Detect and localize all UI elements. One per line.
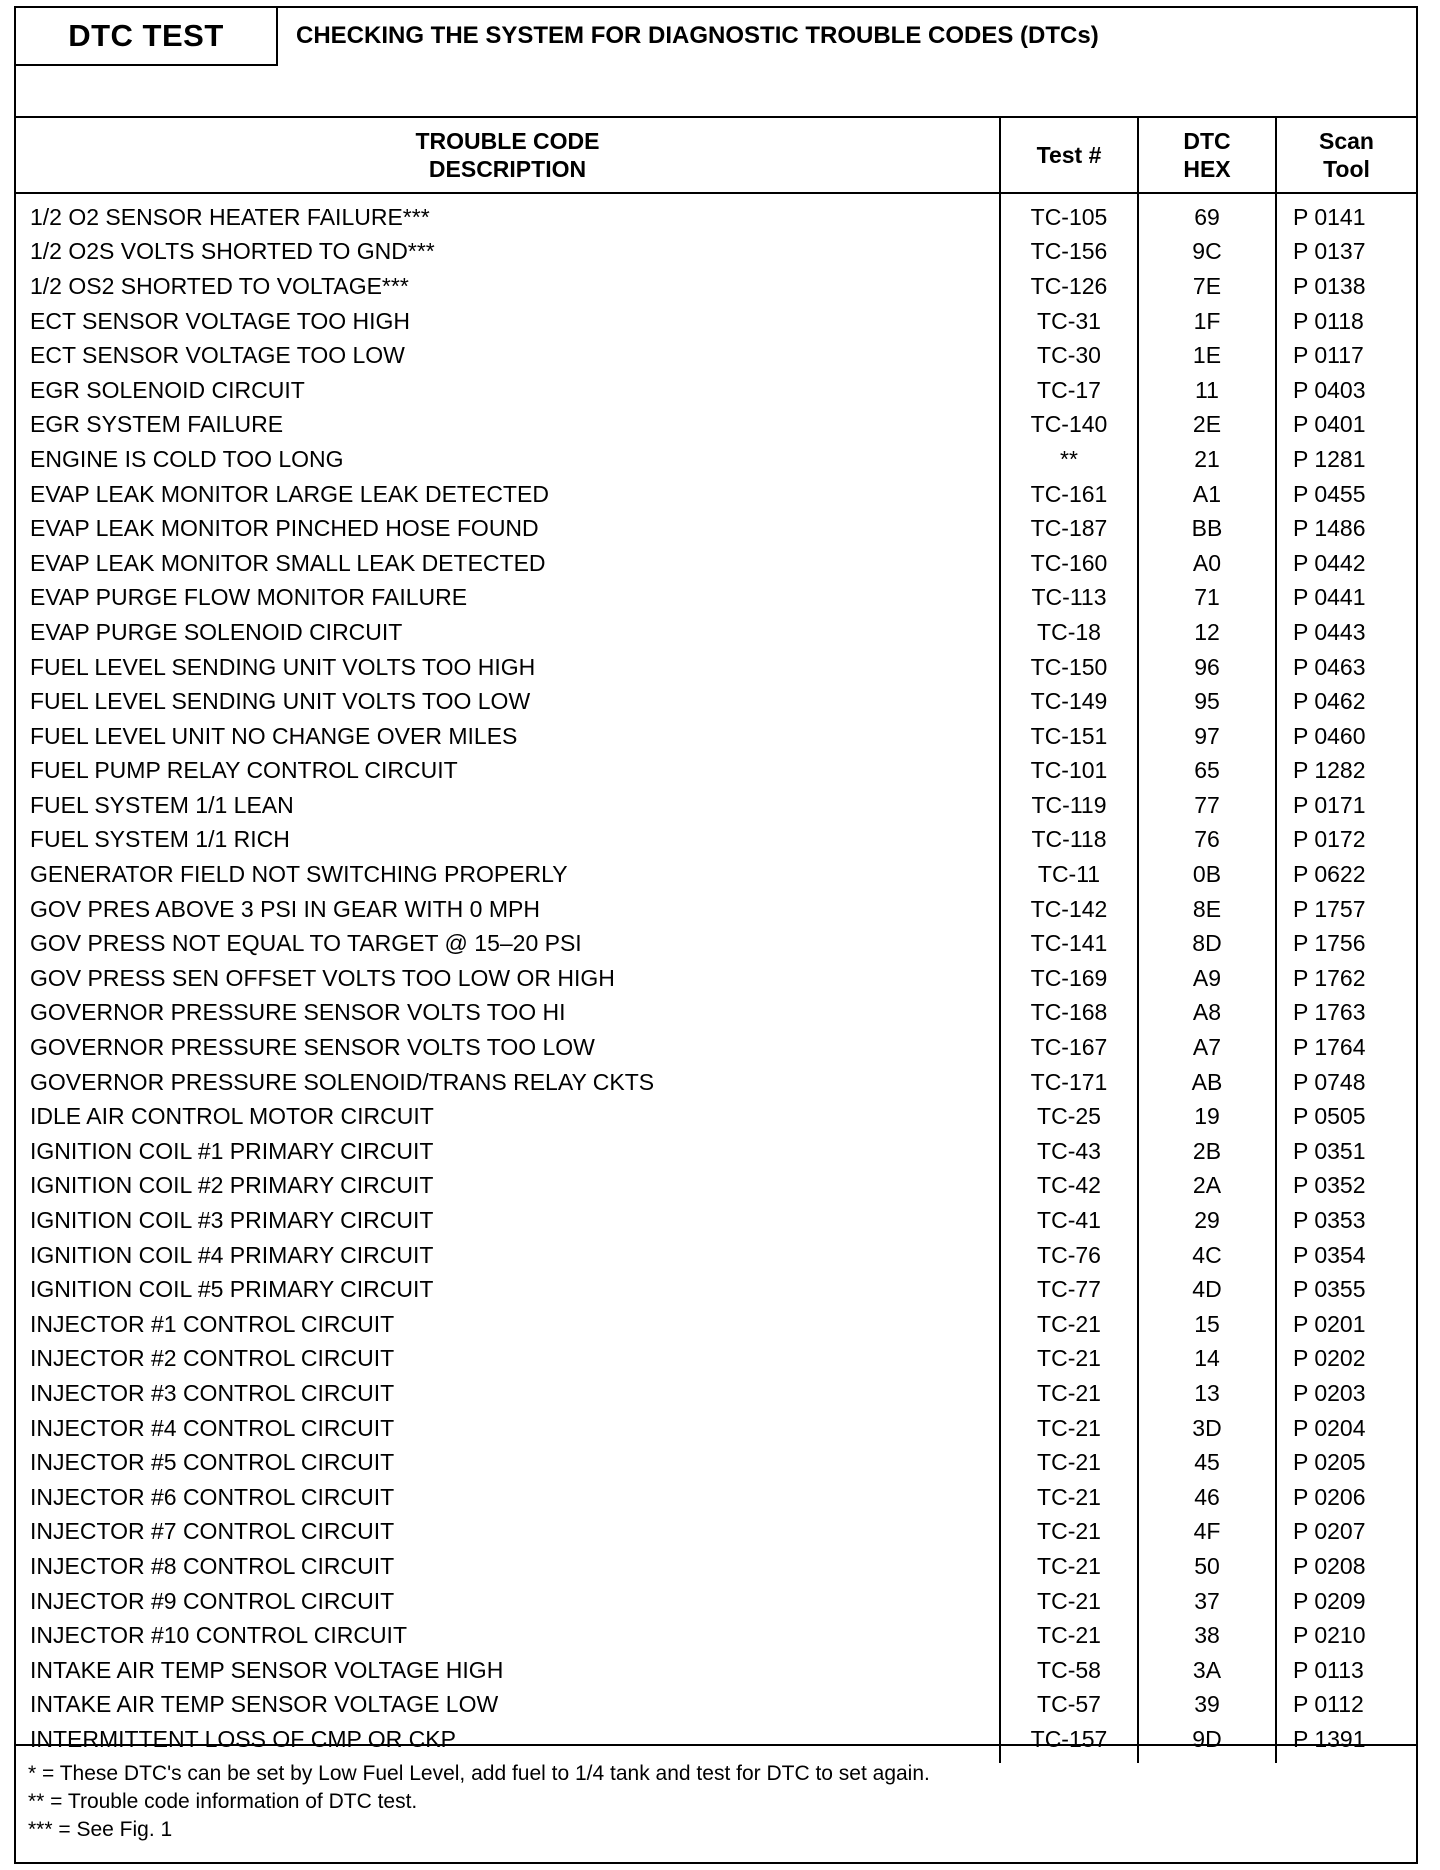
trouble-code-description: EVAP LEAK MONITOR SMALL LEAK DETECTED xyxy=(30,549,546,576)
table-row xyxy=(16,304,1416,339)
table-row xyxy=(16,1549,1416,1584)
dtc-hex: 29 xyxy=(1138,1203,1276,1238)
dtc-hex: 96 xyxy=(1138,650,1276,685)
scan-tool-code: P 1762 xyxy=(1276,961,1416,996)
dtc-hex: 7E xyxy=(1138,269,1276,304)
trouble-code-description: GOV PRESS SEN OFFSET VOLTS TOO LOW OR HIGH xyxy=(30,964,615,991)
dtc-hex: 4D xyxy=(1138,1272,1276,1307)
test-number: TC-169 xyxy=(1000,961,1138,996)
table-row xyxy=(16,788,1416,823)
table-row xyxy=(16,754,1416,789)
scan-tool-code: P 0354 xyxy=(1276,1238,1416,1273)
test-number: TC-25 xyxy=(1000,1099,1138,1134)
scan-tool-code: P 0455 xyxy=(1276,477,1416,512)
table-row xyxy=(16,338,1416,373)
trouble-code-description: GOVERNOR PRESSURE SOLENOID/TRANS RELAY CKTS xyxy=(30,1068,655,1095)
trouble-code-description: ECT SENSOR VOLTAGE TOO LOW xyxy=(30,342,405,369)
test-number: TC-21 xyxy=(1000,1376,1138,1411)
dtc-hex: 50 xyxy=(1138,1549,1276,1584)
scan-tool-code: P 0207 xyxy=(1276,1515,1416,1550)
scan-tool-code: P 0443 xyxy=(1276,615,1416,650)
test-number: TC-160 xyxy=(1000,546,1138,581)
dtc-hex: 46 xyxy=(1138,1480,1276,1515)
table-row xyxy=(16,373,1416,408)
dtc-hex: 37 xyxy=(1138,1584,1276,1619)
scan-tool-code: P 1763 xyxy=(1276,996,1416,1031)
dtc-hex: 76 xyxy=(1138,823,1276,858)
test-number: TC-126 xyxy=(1000,269,1138,304)
test-number: TC-113 xyxy=(1000,581,1138,616)
scan-tool-code: P 0201 xyxy=(1276,1307,1416,1342)
scan-tool-code: P 0171 xyxy=(1276,788,1416,823)
scan-tool-code: P 1756 xyxy=(1276,926,1416,961)
scan-tool-code: P 0172 xyxy=(1276,823,1416,858)
test-number: TC-57 xyxy=(1000,1688,1138,1723)
table-row xyxy=(16,1238,1416,1273)
test-number: TC-77 xyxy=(1000,1272,1138,1307)
dtc-hex: 39 xyxy=(1138,1688,1276,1723)
test-number: TC-31 xyxy=(1000,304,1138,339)
test-number: TC-11 xyxy=(1000,857,1138,892)
scan-tool-code: P 0209 xyxy=(1276,1584,1416,1619)
table-row xyxy=(16,1099,1416,1134)
trouble-code-description: IDLE AIR CONTROL MOTOR CIRCUIT xyxy=(30,1103,434,1130)
dtc-hex: 13 xyxy=(1138,1376,1276,1411)
trouble-code-description: GENERATOR FIELD NOT SWITCHING PROPERLY xyxy=(30,861,568,888)
sheet-header xyxy=(16,8,1416,118)
table-row xyxy=(16,1307,1416,1342)
test-number: TC-21 xyxy=(1000,1307,1138,1342)
trouble-code-description: FUEL LEVEL SENDING UNIT VOLTS TOO LOW xyxy=(30,688,531,715)
trouble-code-description: IGNITION COIL #3 PRIMARY CIRCUIT xyxy=(30,1207,434,1234)
dtc-hex: 12 xyxy=(1138,615,1276,650)
scan-tool-code: P 0351 xyxy=(1276,1134,1416,1169)
trouble-code-description: IGNITION COIL #2 PRIMARY CIRCUIT xyxy=(30,1172,434,1199)
scan-tool-code: P 0113 xyxy=(1276,1653,1416,1688)
scan-tool-code: P 1391 xyxy=(1276,1722,1416,1763)
test-number: TC-21 xyxy=(1000,1618,1138,1653)
footnotes xyxy=(16,1744,1416,1862)
table-row xyxy=(16,511,1416,546)
trouble-code-description: INJECTOR #3 CONTROL CIRCUIT xyxy=(30,1379,395,1406)
trouble-code-description: INTERMITTENT LOSS OF CMP OR CKP xyxy=(30,1725,456,1752)
dtc-hex: 95 xyxy=(1138,684,1276,719)
table-row xyxy=(16,1272,1416,1307)
trouble-code-description: ECT SENSOR VOLTAGE TOO HIGH xyxy=(30,307,411,334)
scan-tool-code: P 0463 xyxy=(1276,650,1416,685)
dtc-hex: 45 xyxy=(1138,1445,1276,1480)
scan-tool-code: P 0442 xyxy=(1276,546,1416,581)
test-number: TC-21 xyxy=(1000,1342,1138,1377)
table-row xyxy=(16,892,1416,927)
trouble-code-description: GOV PRESS NOT EQUAL TO TARGET @ 15–20 PSI xyxy=(30,930,582,957)
table-row xyxy=(16,1618,1416,1653)
test-number: TC-21 xyxy=(1000,1584,1138,1619)
trouble-code-description: INJECTOR #7 CONTROL CIRCUIT xyxy=(30,1518,395,1545)
dtc-hex: 15 xyxy=(1138,1307,1276,1342)
test-number: TC-119 xyxy=(1000,788,1138,823)
dtc-hex: 65 xyxy=(1138,754,1276,789)
dtc-hex: 3A xyxy=(1138,1653,1276,1688)
test-number: TC-156 xyxy=(1000,235,1138,270)
scan-tool-code: P 0352 xyxy=(1276,1169,1416,1204)
trouble-code-description: FUEL LEVEL SENDING UNIT VOLTS TOO HIGH xyxy=(30,653,536,680)
scan-tool-code: P 0137 xyxy=(1276,235,1416,270)
scan-tool-code: P 0112 xyxy=(1276,1688,1416,1723)
scan-tool-code: P 0206 xyxy=(1276,1480,1416,1515)
table-row xyxy=(16,1342,1416,1377)
scan-tool-code: P 0205 xyxy=(1276,1445,1416,1480)
trouble-code-description: 1/2 O2S VOLTS SHORTED TO GND*** xyxy=(30,238,435,265)
dtc-test-badge: DTC TEST xyxy=(16,8,278,66)
table-row xyxy=(16,1480,1416,1515)
table-row xyxy=(16,857,1416,892)
test-number: TC-157 xyxy=(1000,1722,1138,1763)
test-number: TC-118 xyxy=(1000,823,1138,858)
table-row xyxy=(16,1445,1416,1480)
test-number: TC-58 xyxy=(1000,1653,1138,1688)
scan-tool-code: P 0204 xyxy=(1276,1411,1416,1446)
table-row xyxy=(16,1584,1416,1619)
trouble-code-description: IGNITION COIL #5 PRIMARY CIRCUIT xyxy=(30,1276,434,1303)
test-number: TC-151 xyxy=(1000,719,1138,754)
trouble-code-description: GOVERNOR PRESSURE SENSOR VOLTS TOO HI xyxy=(30,999,566,1026)
scan-tool-code: P 0118 xyxy=(1276,304,1416,339)
trouble-code-description: ENGINE IS COLD TOO LONG xyxy=(30,445,344,472)
test-number: TC-18 xyxy=(1000,615,1138,650)
table-row xyxy=(16,581,1416,616)
trouble-code-description: FUEL LEVEL UNIT NO CHANGE OVER MILES xyxy=(30,722,518,749)
trouble-code-description: INTAKE AIR TEMP SENSOR VOLTAGE LOW xyxy=(30,1691,499,1718)
table-row xyxy=(16,719,1416,754)
trouble-code-description: INJECTOR #8 CONTROL CIRCUIT xyxy=(30,1552,395,1579)
scan-tool-code: P 0460 xyxy=(1276,719,1416,754)
table-row xyxy=(16,442,1416,477)
table-row xyxy=(16,1376,1416,1411)
test-number: TC-21 xyxy=(1000,1411,1138,1446)
dtc-hex: 14 xyxy=(1138,1342,1276,1377)
trouble-code-description: EVAP PURGE FLOW MONITOR FAILURE xyxy=(30,584,468,611)
test-number: TC-42 xyxy=(1000,1169,1138,1204)
test-number: TC-101 xyxy=(1000,754,1138,789)
table-row xyxy=(16,235,1416,270)
test-number: TC-17 xyxy=(1000,373,1138,408)
test-number: TC-41 xyxy=(1000,1203,1138,1238)
trouble-code-description: INJECTOR #4 CONTROL CIRCUIT xyxy=(30,1414,395,1441)
trouble-code-description: EVAP PURGE SOLENOID CIRCUIT xyxy=(30,618,403,645)
table-row xyxy=(16,615,1416,650)
scan-tool-code: P 0403 xyxy=(1276,373,1416,408)
table-row xyxy=(16,926,1416,961)
table-row xyxy=(16,1065,1416,1100)
column-header-dtc-hex: DTC HEX xyxy=(1138,118,1276,193)
table-row xyxy=(16,1169,1416,1204)
page-title: CHECKING THE SYSTEM FOR DIAGNOSTIC TROUBLE CODES (DTCs) xyxy=(296,22,1099,49)
dtc-hex: A1 xyxy=(1138,477,1276,512)
dtc-hex: A9 xyxy=(1138,961,1276,996)
table-row xyxy=(16,684,1416,719)
scan-tool-code: P 0117 xyxy=(1276,338,1416,373)
trouble-code-description: INTAKE AIR TEMP SENSOR VOLTAGE HIGH xyxy=(30,1656,504,1683)
scan-tool-code: P 0441 xyxy=(1276,581,1416,616)
table-row xyxy=(16,996,1416,1031)
table-header-row xyxy=(16,118,1416,193)
trouble-code-description: INJECTOR #5 CONTROL CIRCUIT xyxy=(30,1449,395,1476)
test-number: TC-140 xyxy=(1000,408,1138,443)
trouble-code-description: EGR SOLENOID CIRCUIT xyxy=(30,376,305,403)
dtc-hex: 4F xyxy=(1138,1515,1276,1550)
trouble-code-description: FUEL SYSTEM 1/1 LEAN xyxy=(30,791,294,818)
footnote: *** = See Fig. 1 xyxy=(28,1818,173,1841)
test-number: TC-161 xyxy=(1000,477,1138,512)
table-row xyxy=(16,1653,1416,1688)
test-number: TC-141 xyxy=(1000,926,1138,961)
test-number: TC-21 xyxy=(1000,1515,1138,1550)
test-number: TC-149 xyxy=(1000,684,1138,719)
dtc-hex: 2E xyxy=(1138,408,1276,443)
dtc-hex: 38 xyxy=(1138,1618,1276,1653)
trouble-code-description: FUEL PUMP RELAY CONTROL CIRCUIT xyxy=(30,757,458,784)
test-number: TC-105 xyxy=(1000,193,1138,235)
trouble-code-description: IGNITION COIL #1 PRIMARY CIRCUIT xyxy=(30,1137,434,1164)
test-number: TC-171 xyxy=(1000,1065,1138,1100)
test-number: TC-187 xyxy=(1000,511,1138,546)
trouble-code-description: EVAP LEAK MONITOR PINCHED HOSE FOUND xyxy=(30,515,539,542)
dtc-hex: 97 xyxy=(1138,719,1276,754)
test-number: TC-142 xyxy=(1000,892,1138,927)
scan-tool-code: P 1486 xyxy=(1276,511,1416,546)
trouble-code-description: EVAP LEAK MONITOR LARGE LEAK DETECTED xyxy=(30,480,549,507)
dtc-sheet xyxy=(14,6,1418,1864)
table-row xyxy=(16,1688,1416,1723)
table-row xyxy=(16,193,1416,235)
table-row xyxy=(16,269,1416,304)
table-body xyxy=(16,193,1416,1763)
dtc-hex: 77 xyxy=(1138,788,1276,823)
trouble-code-description: 1/2 O2 SENSOR HEATER FAILURE*** xyxy=(30,203,430,230)
trouble-code-description: INJECTOR #10 CONTROL CIRCUIT xyxy=(30,1622,407,1649)
scan-tool-code: P 0748 xyxy=(1276,1065,1416,1100)
dtc-hex: A7 xyxy=(1138,1030,1276,1065)
dtc-hex: 8E xyxy=(1138,892,1276,927)
dtc-hex: A0 xyxy=(1138,546,1276,581)
dtc-hex: 3D xyxy=(1138,1411,1276,1446)
scan-tool-code: P 0203 xyxy=(1276,1376,1416,1411)
trouble-code-description: GOV PRES ABOVE 3 PSI IN GEAR WITH 0 MPH xyxy=(30,895,540,922)
dtc-hex: 2A xyxy=(1138,1169,1276,1204)
table-row xyxy=(16,961,1416,996)
dtc-hex: 0B xyxy=(1138,857,1276,892)
dtc-hex: 8D xyxy=(1138,926,1276,961)
footnote: * = These DTC's can be set by Low Fuel Level, add fuel to 1/4 tank and test for DTC to set again. xyxy=(28,1762,930,1785)
table-row xyxy=(16,1515,1416,1550)
scan-tool-code: P 0353 xyxy=(1276,1203,1416,1238)
dtc-hex: A8 xyxy=(1138,996,1276,1031)
test-number: ** xyxy=(1000,442,1138,477)
trouble-code-description: INJECTOR #9 CONTROL CIRCUIT xyxy=(30,1587,395,1614)
dtc-hex: 19 xyxy=(1138,1099,1276,1134)
dtc-hex: AB xyxy=(1138,1065,1276,1100)
test-number: TC-43 xyxy=(1000,1134,1138,1169)
table-row xyxy=(16,1134,1416,1169)
dtc-hex: 11 xyxy=(1138,373,1276,408)
scan-tool-code: P 0202 xyxy=(1276,1342,1416,1377)
test-number: TC-21 xyxy=(1000,1549,1138,1584)
test-number: TC-21 xyxy=(1000,1480,1138,1515)
test-number: TC-21 xyxy=(1000,1445,1138,1480)
dtc-hex: 9D xyxy=(1138,1722,1276,1763)
trouble-code-description: 1/2 OS2 SHORTED TO VOLTAGE*** xyxy=(30,272,409,299)
scan-tool-code: P 0505 xyxy=(1276,1099,1416,1134)
scan-tool-code: P 0141 xyxy=(1276,193,1416,235)
table-row xyxy=(16,408,1416,443)
scan-tool-code: P 0401 xyxy=(1276,408,1416,443)
dtc-hex: 71 xyxy=(1138,581,1276,616)
table-row xyxy=(16,477,1416,512)
test-number: TC-76 xyxy=(1000,1238,1138,1273)
trouble-code-description: FUEL SYSTEM 1/1 RICH xyxy=(30,826,290,853)
footnote: ** = Trouble code information of DTC test. xyxy=(28,1790,418,1813)
trouble-code-description: IGNITION COIL #4 PRIMARY CIRCUIT xyxy=(30,1241,434,1268)
dtc-hex: 21 xyxy=(1138,442,1276,477)
scan-tool-code: P 1281 xyxy=(1276,442,1416,477)
scan-tool-code: P 0138 xyxy=(1276,269,1416,304)
test-number: TC-167 xyxy=(1000,1030,1138,1065)
scan-tool-code: P 0622 xyxy=(1276,857,1416,892)
table-row xyxy=(16,1030,1416,1065)
scan-tool-code: P 0210 xyxy=(1276,1618,1416,1653)
trouble-code-description: INJECTOR #2 CONTROL CIRCUIT xyxy=(30,1345,395,1372)
dtc-hex: 1E xyxy=(1138,338,1276,373)
trouble-code-description: EGR SYSTEM FAILURE xyxy=(30,411,284,438)
dtc-hex: 9C xyxy=(1138,235,1276,270)
dtc-hex: 2B xyxy=(1138,1134,1276,1169)
table-row xyxy=(16,1411,1416,1446)
dtc-hex: BB xyxy=(1138,511,1276,546)
test-number: TC-150 xyxy=(1000,650,1138,685)
dtc-hex: 69 xyxy=(1138,193,1276,235)
table-row xyxy=(16,650,1416,685)
test-number: TC-30 xyxy=(1000,338,1138,373)
column-header-scan-tool: Scan Tool xyxy=(1276,118,1416,193)
dtc-table xyxy=(16,118,1416,1763)
table-row xyxy=(16,823,1416,858)
trouble-code-description: GOVERNOR PRESSURE SENSOR VOLTS TOO LOW xyxy=(30,1034,595,1061)
scan-tool-code: P 0208 xyxy=(1276,1549,1416,1584)
scan-tool-code: P 1282 xyxy=(1276,754,1416,789)
scan-tool-code: P 1757 xyxy=(1276,892,1416,927)
dtc-hex: 4C xyxy=(1138,1238,1276,1273)
column-header-description: TROUBLE CODE DESCRIPTION xyxy=(16,118,1000,193)
trouble-code-description: INJECTOR #6 CONTROL CIRCUIT xyxy=(30,1483,395,1510)
trouble-code-description: INJECTOR #1 CONTROL CIRCUIT xyxy=(30,1310,395,1337)
test-number: TC-168 xyxy=(1000,996,1138,1031)
dtc-hex: 1F xyxy=(1138,304,1276,339)
scan-tool-code: P 1764 xyxy=(1276,1030,1416,1065)
scan-tool-code: P 0355 xyxy=(1276,1272,1416,1307)
table-row xyxy=(16,546,1416,581)
scan-tool-code: P 0462 xyxy=(1276,684,1416,719)
column-header-test: Test # xyxy=(1000,118,1138,193)
table-row xyxy=(16,1203,1416,1238)
